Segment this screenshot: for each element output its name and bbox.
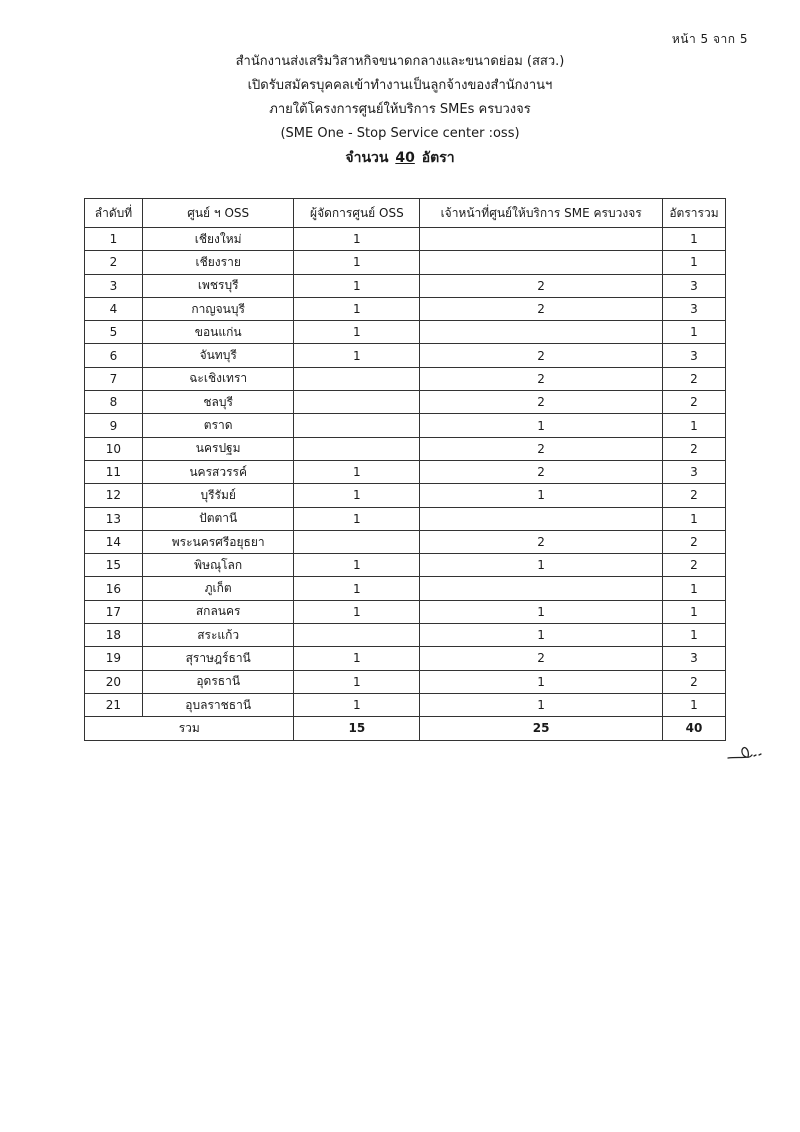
total-manager: 15 xyxy=(294,717,420,740)
table-row xyxy=(85,624,726,647)
row-center-name: ฉะเชิงเทรา xyxy=(142,367,294,390)
table-body xyxy=(85,228,726,717)
table-row xyxy=(85,530,726,553)
handwritten-signature-icon xyxy=(726,738,766,768)
row-manager-count: 1 xyxy=(294,460,420,483)
row-manager-count: 1 xyxy=(294,693,420,716)
table-row xyxy=(85,577,726,600)
row-total-count: 2 xyxy=(662,530,725,553)
row-staff-count: 2 xyxy=(420,274,663,297)
row-total-count: 2 xyxy=(662,367,725,390)
row-number: 19 xyxy=(85,647,143,670)
row-center-name: เพชรบุรี xyxy=(142,274,294,297)
header-agency: สำนักงานส่งเสริมวิสาหกิจขนาดกลางและขนาดย่อม (สสว.) xyxy=(235,54,565,69)
row-manager-count: 1 xyxy=(294,554,420,577)
row-number: 5 xyxy=(85,321,143,344)
total-label: รวม xyxy=(85,717,294,740)
row-number: 1 xyxy=(85,228,143,251)
row-total-count: 1 xyxy=(662,228,725,251)
table-row xyxy=(85,344,726,367)
row-staff-count xyxy=(420,507,663,530)
table-row xyxy=(85,274,726,297)
row-total-count: 3 xyxy=(662,344,725,367)
table-row xyxy=(85,367,726,390)
row-manager-count: 1 xyxy=(294,321,420,344)
total-staff: 25 xyxy=(420,717,663,740)
row-manager-count: 1 xyxy=(294,670,420,693)
table-row xyxy=(85,391,726,414)
header-project-english: (SME One - Stop Service center :oss) xyxy=(280,126,520,141)
row-center-name: ปัตตานี xyxy=(142,507,294,530)
document-header xyxy=(0,50,800,170)
row-manager-count: 1 xyxy=(294,297,420,320)
row-staff-count: 2 xyxy=(420,344,663,367)
row-staff-count xyxy=(420,251,663,274)
row-center-name: สระแก้ว xyxy=(142,624,294,647)
row-staff-count: 2 xyxy=(420,437,663,460)
row-center-name: สุราษฎร์ธานี xyxy=(142,647,294,670)
row-staff-count: 1 xyxy=(420,414,663,437)
row-center-name: พิษณุโลก xyxy=(142,554,294,577)
row-center-name: ชลบุรี xyxy=(142,391,294,414)
table-row xyxy=(85,507,726,530)
row-center-name: ภูเก็ต xyxy=(142,577,294,600)
row-number: 18 xyxy=(85,624,143,647)
row-staff-count: 1 xyxy=(420,670,663,693)
row-number: 2 xyxy=(85,251,143,274)
row-staff-count: 1 xyxy=(420,484,663,507)
row-center-name: สกลนคร xyxy=(142,600,294,623)
column-header-manager: ผู้จัดการศูนย์ OSS xyxy=(294,199,420,228)
row-total-count: 2 xyxy=(662,554,725,577)
row-total-count: 1 xyxy=(662,251,725,274)
table-row xyxy=(85,647,726,670)
row-total-count: 1 xyxy=(662,414,725,437)
row-total-count: 1 xyxy=(662,693,725,716)
row-number: 11 xyxy=(85,460,143,483)
table-row xyxy=(85,484,726,507)
row-number: 20 xyxy=(85,670,143,693)
row-staff-count: 1 xyxy=(420,600,663,623)
column-header-no: ลำดับที่ xyxy=(85,199,143,228)
column-header-staff: เจ้าหน้าที่ศูนย์ให้บริการ SME ครบวงจร xyxy=(420,199,663,228)
table-header-row xyxy=(85,199,726,228)
row-number: 9 xyxy=(85,414,143,437)
row-total-count: 1 xyxy=(662,577,725,600)
row-number: 6 xyxy=(85,344,143,367)
row-number: 17 xyxy=(85,600,143,623)
row-staff-count: 2 xyxy=(420,647,663,670)
total-overall: 40 xyxy=(662,717,725,740)
row-number: 15 xyxy=(85,554,143,577)
row-staff-count xyxy=(420,228,663,251)
row-manager-count xyxy=(294,530,420,553)
row-staff-count: 1 xyxy=(420,624,663,647)
row-total-count: 1 xyxy=(662,600,725,623)
row-staff-count: 2 xyxy=(420,530,663,553)
row-number: 8 xyxy=(85,391,143,414)
row-center-name: เชียงใหม่ xyxy=(142,228,294,251)
row-manager-count xyxy=(294,414,420,437)
row-manager-count xyxy=(294,391,420,414)
row-staff-count xyxy=(420,577,663,600)
row-total-count: 2 xyxy=(662,484,725,507)
page-number: หน้า 5 จาก 5 xyxy=(671,32,748,46)
row-staff-count: 2 xyxy=(420,297,663,320)
row-total-count: 3 xyxy=(662,460,725,483)
row-center-name: เชียงราย xyxy=(142,251,294,274)
row-number: 3 xyxy=(85,274,143,297)
table-row xyxy=(85,321,726,344)
row-staff-count: 2 xyxy=(420,391,663,414)
header-project: ภายใต้โครงการศูนย์ให้บริการ SMEs ครบวงจร xyxy=(269,102,531,117)
row-center-name: กาญจนบุรี xyxy=(142,297,294,320)
row-number: 13 xyxy=(85,507,143,530)
row-manager-count: 1 xyxy=(294,577,420,600)
table-total-row xyxy=(85,717,726,740)
row-staff-count: 1 xyxy=(420,554,663,577)
column-header-center: ศูนย์ ฯ OSS xyxy=(142,199,294,228)
row-number: 14 xyxy=(85,530,143,553)
row-center-name: บุรีรัมย์ xyxy=(142,484,294,507)
row-total-count: 3 xyxy=(662,647,725,670)
row-total-count: 2 xyxy=(662,437,725,460)
row-total-count: 2 xyxy=(662,391,725,414)
row-number: 4 xyxy=(85,297,143,320)
row-number: 7 xyxy=(85,367,143,390)
row-total-count: 1 xyxy=(662,507,725,530)
row-center-name: ตราด xyxy=(142,414,294,437)
row-manager-count xyxy=(294,367,420,390)
table-row xyxy=(85,670,726,693)
row-manager-count: 1 xyxy=(294,344,420,367)
table-row xyxy=(85,228,726,251)
row-total-count: 3 xyxy=(662,297,725,320)
oss-positions-table xyxy=(84,198,726,741)
row-manager-count: 1 xyxy=(294,647,420,670)
row-staff-count: 2 xyxy=(420,460,663,483)
header-position-count xyxy=(0,146,800,170)
row-manager-count: 1 xyxy=(294,507,420,530)
row-total-count: 1 xyxy=(662,624,725,647)
count-prefix: จำนวน xyxy=(345,150,389,166)
count-suffix: อัตรา xyxy=(421,150,455,166)
row-number: 16 xyxy=(85,577,143,600)
row-number: 21 xyxy=(85,693,143,716)
row-total-count: 2 xyxy=(662,670,725,693)
row-center-name: นครสวรรค์ xyxy=(142,460,294,483)
table-row xyxy=(85,600,726,623)
row-total-count: 1 xyxy=(662,321,725,344)
row-center-name: อุดรธานี xyxy=(142,670,294,693)
header-recruitment: เปิดรับสมัครบุคคลเข้าทำงานเป็นลูกจ้างของสำนักงานฯ xyxy=(247,78,553,93)
row-staff-count: 1 xyxy=(420,693,663,716)
row-center-name: นครปฐม xyxy=(142,437,294,460)
row-staff-count xyxy=(420,321,663,344)
row-center-name: พระนครศรีอยุธยา xyxy=(142,530,294,553)
row-manager-count: 1 xyxy=(294,600,420,623)
row-number: 12 xyxy=(85,484,143,507)
table-row xyxy=(85,414,726,437)
column-header-total: อัตรารวม xyxy=(662,199,725,228)
row-manager-count: 1 xyxy=(294,484,420,507)
row-center-name: จันทบุรี xyxy=(142,344,294,367)
table-row xyxy=(85,554,726,577)
row-staff-count: 2 xyxy=(420,367,663,390)
row-manager-count xyxy=(294,624,420,647)
count-value: 40 xyxy=(395,150,415,166)
table-row xyxy=(85,297,726,320)
table-row xyxy=(85,693,726,716)
row-manager-count: 1 xyxy=(294,228,420,251)
table-row xyxy=(85,460,726,483)
table-row xyxy=(85,437,726,460)
row-manager-count: 1 xyxy=(294,251,420,274)
row-number: 10 xyxy=(85,437,143,460)
row-manager-count: 1 xyxy=(294,274,420,297)
row-center-name: ขอนแก่น xyxy=(142,321,294,344)
row-total-count: 3 xyxy=(662,274,725,297)
row-center-name: อุบลราชธานี xyxy=(142,693,294,716)
row-manager-count xyxy=(294,437,420,460)
table-row xyxy=(85,251,726,274)
